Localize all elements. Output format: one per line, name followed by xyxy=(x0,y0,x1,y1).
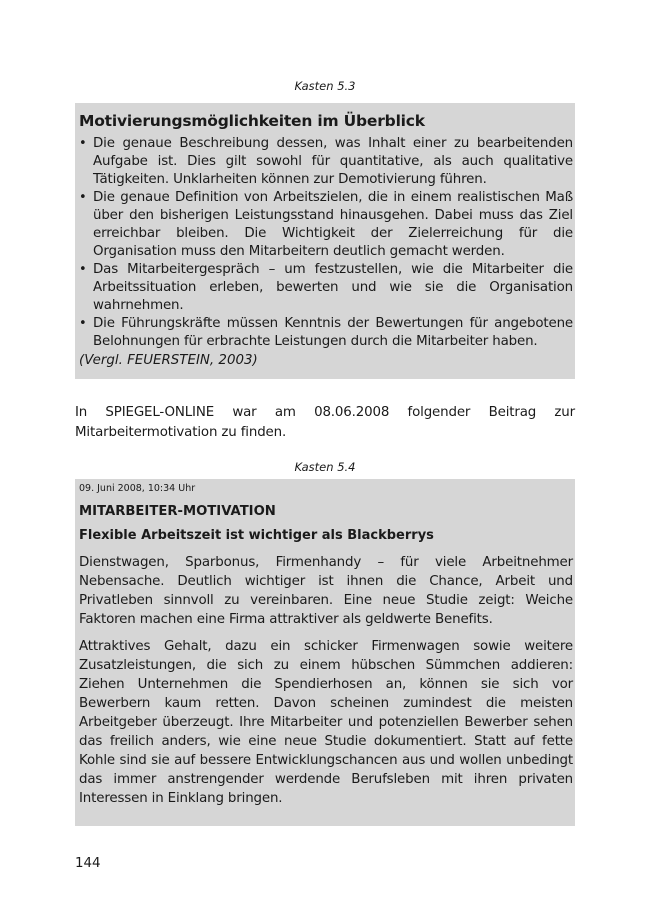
article-paragraph: Dienstwagen, Sparbonus, Firmenhandy – für viele Arbeitnehmer Nebensache. Deutlich wichtiger ist ihnen die Chance, Arbeit und Privatleben sinnvoll zu vereinbaren. Eine neue Studie zeigt: Weiche Faktoren machen eine Firma attraktiver als geldwerte Benefits. xyxy=(79,555,573,627)
list-item xyxy=(79,135,573,189)
article-subtitle: Flexible Arbeitszeit ist wichtiger als Blackberrys xyxy=(79,528,434,543)
list-item-text: Die genaue Beschreibung dessen, was Inhalt einer zu bearbeitenden Aufgabe ist. Dies gilt sowohl für quantitative, als auch qualitative Tätigkeiten. Unklarheiten können zur Demotivierung führen. xyxy=(93,136,573,187)
list-item xyxy=(79,261,573,315)
list-item xyxy=(79,189,573,261)
article-title: MITARBEITER-MOTIVATION xyxy=(79,504,276,519)
article-timestamp: 09. Juni 2008, 10:34 Uhr xyxy=(79,483,196,494)
list-item-text: Das Mitarbeitergespräch – um festzustellen, wie die Mitarbeiter die Arbeitssituation erleben, bewerten und wie sie die Organisation wahrnehmen. xyxy=(93,262,573,313)
box-article xyxy=(75,479,575,826)
box-motivation-overview xyxy=(75,103,575,379)
bullet-list xyxy=(79,135,573,351)
list-item-text: Die genaue Definition von Arbeitszielen, die in einem realistischen Maß über den bisherigen Leistungsstand hinausgehen. Dabei muss das Ziel erreichbar bleiben. Die Wichtigkeit der Zielerreichung für die Organisation muss den Mitarbeitern deutlich gemacht werden. xyxy=(93,190,573,259)
page-number: 144 xyxy=(75,856,101,871)
box-title: Motivierungsmöglichkeiten im Überblick xyxy=(79,112,425,130)
figure-caption-5-3: Kasten 5.3 xyxy=(294,79,356,93)
list-item-text: Die Führungskräfte müssen Kenntnis der Bewertungen für angebotene Belohnungen für erbrachte Leistungen durch die Mitarbeiter haben. xyxy=(93,316,573,349)
source-citation: (Vergl. FEUERSTEIN, 2003) xyxy=(79,353,258,368)
bullet-icon: • xyxy=(79,190,87,205)
intro-paragraph: In SPIEGEL-ONLINE war am 08.06.2008 folgender Beitrag zur Mitarbeitermotivation zu finden. xyxy=(75,405,575,440)
article-paragraph: Attraktives Gehalt, dazu ein schicker Firmenwagen sowie weitere Zusatzleistungen, die sich zu einem hübschen Sümmchen addieren: Ziehen Unternehmen die Spendierhosen an, können sie sich vor Bewerbern kaum retten. Davon scheinen zumindest die meisten Arbeitgeber überzeugt. Ihre Mitarbeiter und potenziellen Bewerber sehen das freilich anders, wie eine neue Studie dokumentiert. Statt auf fette Kohle sind sie auf bessere Entwicklungschancen aus und wollen unbedingt das immer anstrengender werdende Berufsleben mit ihren privaten Interessen in Einklang bringen. xyxy=(79,639,573,806)
bullet-icon: • xyxy=(79,262,87,277)
bullet-icon: • xyxy=(79,316,87,331)
figure-caption-5-4: Kasten 5.4 xyxy=(294,460,356,474)
bullet-icon: • xyxy=(79,136,87,151)
list-item xyxy=(79,315,573,351)
